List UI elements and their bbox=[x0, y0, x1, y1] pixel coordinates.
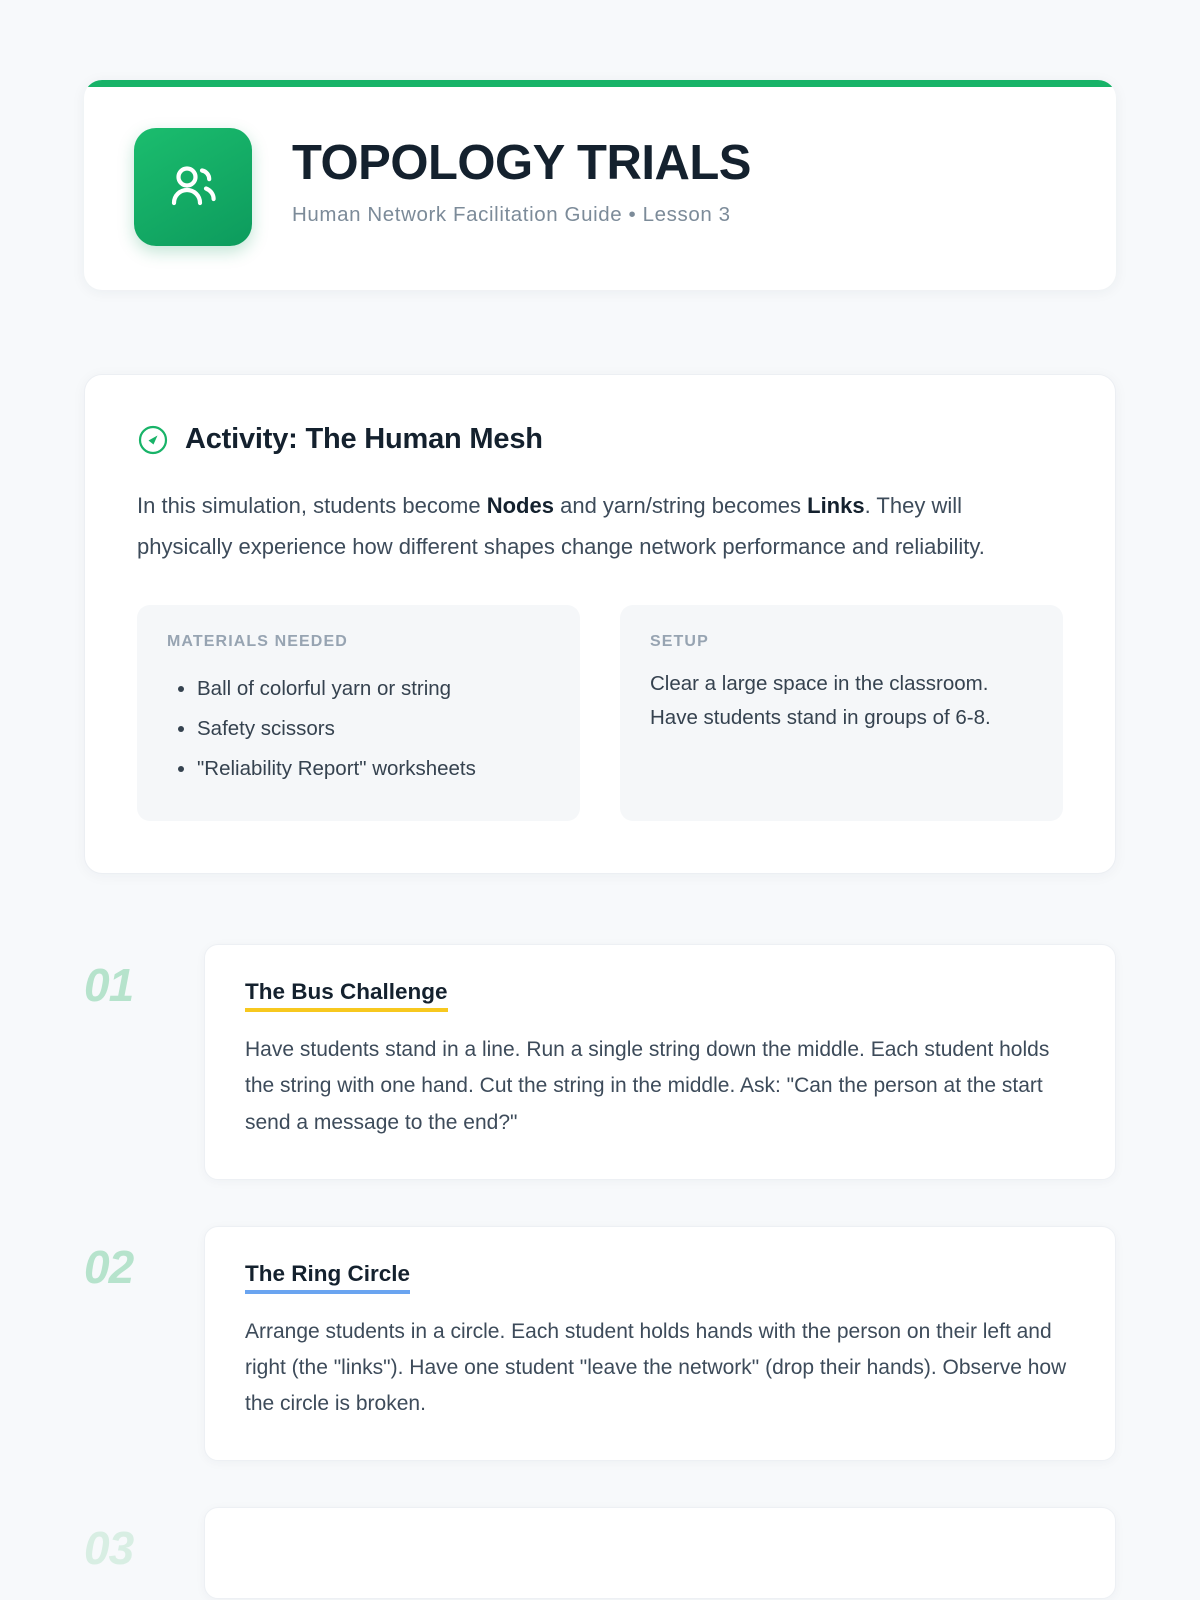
list-item: • "Reliability Report" worksheets bbox=[197, 749, 550, 789]
step-number: 01 bbox=[84, 959, 134, 1012]
step-number: 03 bbox=[84, 1521, 134, 1574]
activity-term-links: Links bbox=[807, 493, 865, 518]
header-card bbox=[84, 80, 1116, 290]
logo-tile bbox=[134, 128, 252, 246]
step-title: The Bus Challenge bbox=[245, 979, 448, 1012]
step-row bbox=[84, 1507, 1116, 1599]
step-row bbox=[84, 1226, 1116, 1461]
setup-text: Clear a large space in the classroom. Have students stand in groups of 6-8. bbox=[650, 672, 991, 729]
step-text: Arrange students in a circle. Each student holds hands with the person on their left and right (the "links"). Have one student "leave the network" (drop their hands). Observe how the circle is broken. bbox=[245, 1319, 1067, 1415]
people-group-icon bbox=[161, 155, 225, 219]
step-number: 02 bbox=[84, 1240, 134, 1293]
materials-list bbox=[167, 669, 550, 789]
setup-label: SETUP bbox=[650, 633, 709, 651]
step-card bbox=[204, 944, 1116, 1179]
list-item: • Ball of colorful yarn or string bbox=[197, 669, 550, 709]
step-title: The Ring Circle bbox=[245, 1261, 410, 1294]
activity-intro-part2: and yarn/string becomes bbox=[553, 493, 808, 518]
activity-intro-part1: In this simulation, students become bbox=[137, 493, 487, 518]
activity-card bbox=[84, 374, 1116, 874]
setup-box bbox=[620, 605, 1063, 821]
step-row bbox=[84, 944, 1116, 1179]
step-card bbox=[204, 1226, 1116, 1461]
activity-header bbox=[137, 423, 1063, 456]
page-title: TOPOLOGY TRIALS bbox=[292, 136, 751, 190]
compass-icon bbox=[137, 424, 169, 456]
header-accent-bar bbox=[84, 80, 1116, 87]
activity-title: Activity: The Human Mesh bbox=[185, 423, 543, 455]
activity-intro-part3: . They will physically experience how different shapes change network performance and reliability. bbox=[137, 493, 985, 559]
activity-description bbox=[137, 486, 997, 567]
activity-info-boxes bbox=[137, 605, 1063, 821]
page-subtitle: Human Network Facilitation Guide • Lesson 3 bbox=[292, 203, 731, 227]
list-item: • Safety scissors bbox=[197, 709, 550, 749]
steps-list bbox=[84, 944, 1116, 1599]
step-card bbox=[204, 1507, 1116, 1599]
materials-label: MATERIALS NEEDED bbox=[167, 633, 348, 651]
activity-term-nodes: Nodes bbox=[486, 493, 554, 518]
step-text: Have students stand in a line. Run a single string down the middle. Each student holds the string with one hand. Cut the string in the middle. Ask: "Can the person at the start send a message to the end?" bbox=[245, 1038, 1050, 1134]
materials-box bbox=[137, 605, 580, 821]
